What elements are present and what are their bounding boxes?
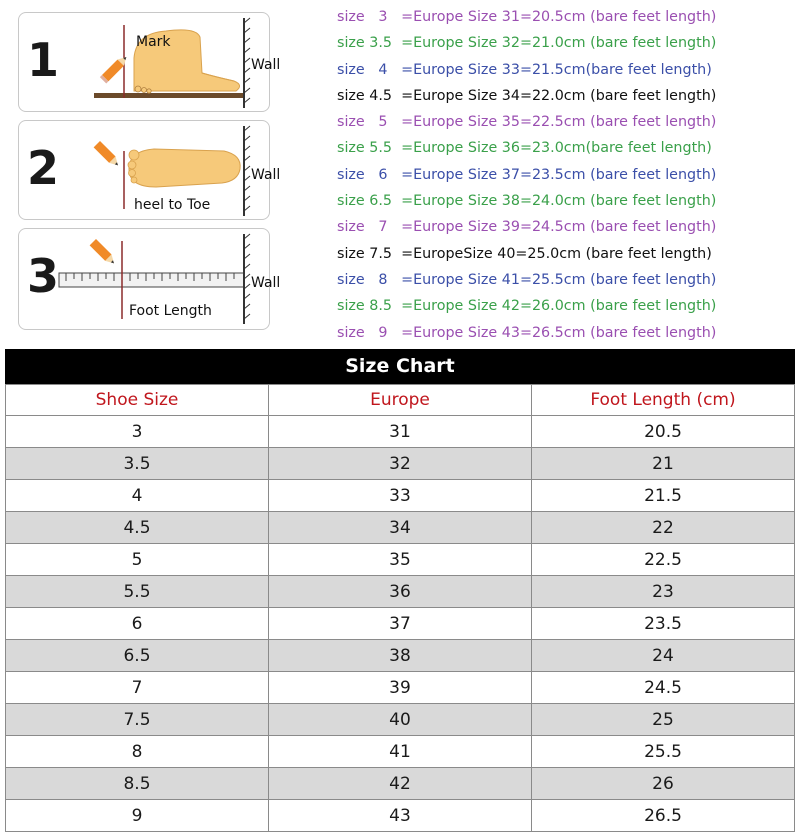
- header-europe: Europe: [269, 385, 532, 416]
- size-chart-table: [5, 384, 795, 832]
- table-row: [6, 416, 795, 448]
- cell-foot-length: 26: [532, 768, 795, 800]
- cell-foot-length: 23: [532, 576, 795, 608]
- table-row: [6, 576, 795, 608]
- cell-foot-length: 20.5: [532, 416, 795, 448]
- pencil-icon: [100, 54, 130, 84]
- cell-shoe-size: 8.5: [6, 768, 269, 800]
- cell-foot-length: 25.5: [532, 736, 795, 768]
- cell-shoe-size: 4.5: [6, 512, 269, 544]
- cell-foot-length: 21: [532, 448, 795, 480]
- wall-label: Wall: [251, 167, 281, 183]
- step-number: 1: [26, 33, 59, 87]
- step-number: 2: [26, 141, 59, 195]
- cell-shoe-size: 4: [6, 480, 269, 512]
- cell-foot-length: 23.5: [532, 608, 795, 640]
- cell-shoe-size: 9: [6, 800, 269, 832]
- cell-shoe-size: 7: [6, 672, 269, 704]
- cell-shoe-size: 5.5: [6, 576, 269, 608]
- table-row: [6, 640, 795, 672]
- table-header-row: [6, 385, 795, 416]
- cell-europe: 36: [269, 576, 532, 608]
- cell-foot-length: 21.5: [532, 480, 795, 512]
- size-line: size 4 =Europe Size 33=21.5cm(bare feet length): [337, 61, 712, 78]
- step-3-panel: [18, 228, 281, 330]
- size-line: size 5.5 =Europe Size 36=23.0cm(bare feet length): [337, 140, 712, 157]
- cell-foot-length: 25: [532, 704, 795, 736]
- table-row: [6, 672, 795, 704]
- table-row: [6, 448, 795, 480]
- size-line: size 4.5 =Europe Size 34=22.0cm (bare feet length): [337, 87, 717, 104]
- pencil-icon: [94, 141, 122, 169]
- cell-foot-length: 22: [532, 512, 795, 544]
- cell-foot-length: 22.5: [532, 544, 795, 576]
- cell-europe: 35: [269, 544, 532, 576]
- cell-shoe-size: 6.5: [6, 640, 269, 672]
- cell-shoe-size: 5: [6, 544, 269, 576]
- cell-shoe-size: 3: [6, 416, 269, 448]
- cell-shoe-size: 7.5: [6, 704, 269, 736]
- cell-europe: 39: [269, 672, 532, 704]
- header-shoe-size: Shoe Size: [6, 385, 269, 416]
- mark-label: Mark: [136, 34, 171, 50]
- heel-to-toe-illustration: [74, 121, 281, 221]
- cell-europe: 38: [269, 640, 532, 672]
- table-row: [6, 704, 795, 736]
- cell-europe: 33: [269, 480, 532, 512]
- size-line: size 7 =Europe Size 39=24.5cm (bare feet length): [337, 219, 717, 236]
- cell-europe: 43: [269, 800, 532, 832]
- size-line: size 9 =Europe Size 43=26.5cm (bare feet length): [337, 324, 717, 341]
- size-line: size 3 =Europe Size 31=20.5cm (bare feet length): [337, 9, 717, 25]
- size-line: size 6.5 =Europe Size 38=24.0cm (bare feet length): [337, 193, 717, 210]
- ruler-measure-illustration: [74, 229, 281, 329]
- cell-europe: 32: [269, 448, 532, 480]
- foot-length-label: Foot Length: [129, 303, 212, 319]
- cell-foot-length: 24: [532, 640, 795, 672]
- step-1-panel: [18, 12, 281, 112]
- cell-europe: 34: [269, 512, 532, 544]
- cell-europe: 42: [269, 768, 532, 800]
- step-number: 3: [26, 249, 59, 303]
- heel-to-toe-label: heel to Toe: [134, 197, 211, 213]
- wall-label: Wall: [251, 275, 281, 291]
- table-row: [6, 768, 795, 800]
- foot-marking-illustration: [74, 13, 281, 113]
- pencil-icon: [90, 239, 118, 267]
- cell-shoe-size: 8: [6, 736, 269, 768]
- cell-europe: 37: [269, 608, 532, 640]
- table-row: [6, 544, 795, 576]
- size-conversion-list: [337, 4, 716, 346]
- size-line: size 8 =Europe Size 41=25.5cm (bare feet length): [337, 271, 717, 288]
- cell-europe: 31: [269, 416, 532, 448]
- table-row: [6, 736, 795, 768]
- table-row: [6, 480, 795, 512]
- header-foot-length: Foot Length (cm): [532, 385, 795, 416]
- cell-europe: 41: [269, 736, 532, 768]
- wall-label: Wall: [251, 57, 281, 73]
- size-line: size 8.5 =Europe Size 42=26.0cm (bare feet length): [337, 298, 717, 315]
- size-line: size 5 =Europe Size 35=22.5cm (bare feet length): [337, 114, 717, 131]
- table-row: [6, 608, 795, 640]
- size-line: size 7.5 =EuropeSize 40=25.0cm (bare feet length): [337, 245, 712, 262]
- cell-foot-length: 26.5: [532, 800, 795, 832]
- table-row: [6, 512, 795, 544]
- size-line: size 3.5 =Europe Size 32=21.0cm (bare feet length): [337, 35, 717, 52]
- cell-shoe-size: 6: [6, 608, 269, 640]
- size-chart-title: Size Chart: [5, 349, 795, 384]
- table-row: [6, 800, 795, 832]
- cell-shoe-size: 3.5: [6, 448, 269, 480]
- size-line: size 6 =Europe Size 37=23.5cm (bare feet length): [337, 166, 717, 183]
- cell-foot-length: 24.5: [532, 672, 795, 704]
- cell-europe: 40: [269, 704, 532, 736]
- step-2-panel: [18, 120, 281, 220]
